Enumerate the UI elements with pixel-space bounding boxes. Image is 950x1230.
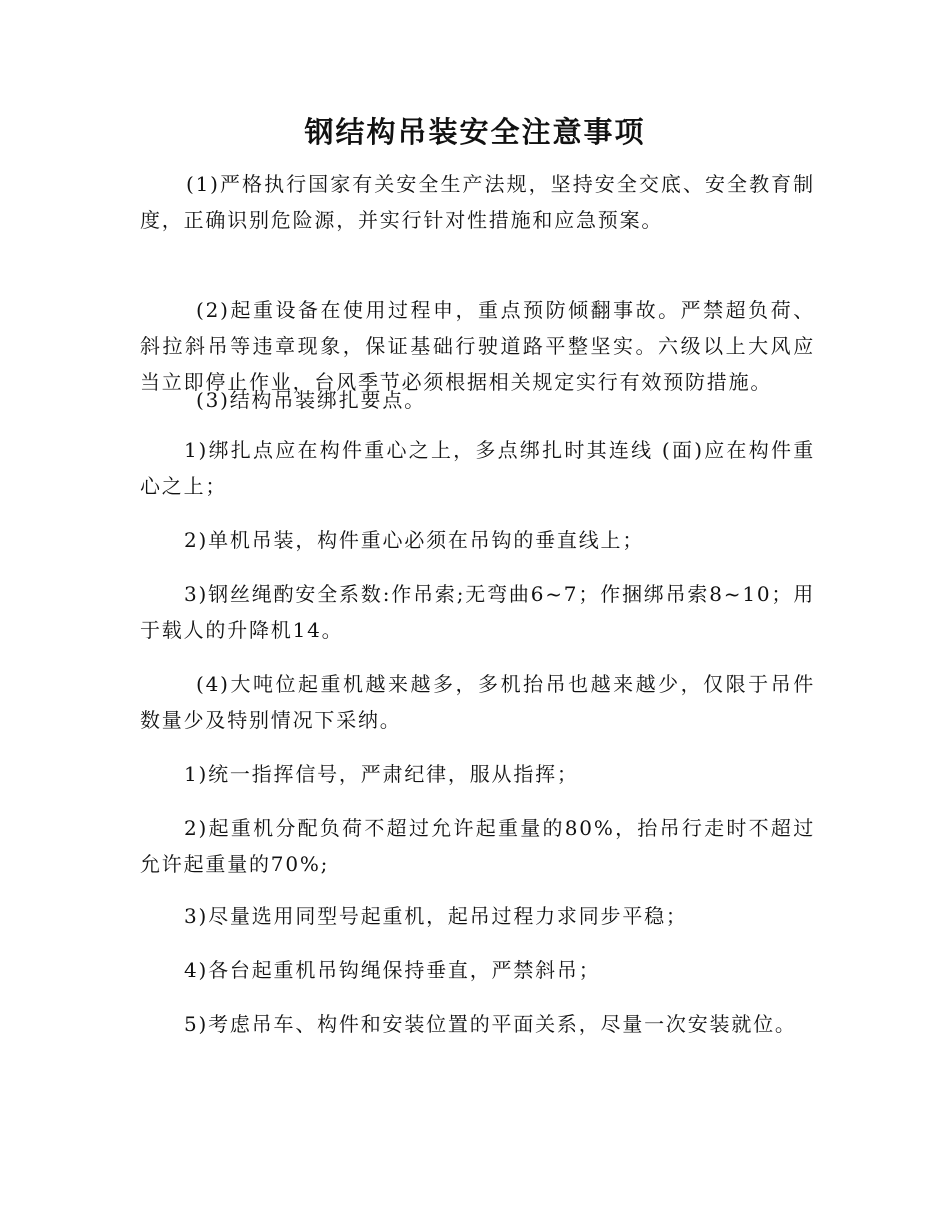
list-item-binding-point: 1)绑扎点应在构件重心之上，多点绑扎时其连线 (面)应在构件重心之上； — [140, 438, 815, 498]
list-item-same-model-cranes: 3)尽量选用同型号起重机，起吊过程力求同步平稳； — [184, 904, 688, 928]
paragraph-binding-points-heading: (3)结构吊装绑扎要点。 — [196, 388, 426, 412]
paragraph-lifting-equipment: (2)起重设备在使用过程申，重点预防倾翻事故。严禁超负荷、斜拉斜吊等违章现象，保证基础行驶道路平整坚实。六级以上大风应当立即停止作业，台风季节必须根据相关规定实行有效预防措施。 — [140, 298, 815, 394]
document-title: 钢结构吊装安全注意事项 — [304, 115, 646, 149]
list-item-wire-rope-safety-factor: 3)钢丝绳酌安全系数:作吊索;无弯曲6~7；作捆绑吊索8~10；用于载人的升降机14。 — [140, 582, 815, 642]
list-item-unified-command: 1)统一指挥信号，严肃纪律，服从指挥； — [184, 762, 579, 786]
list-item-load-distribution: 2)起重机分配负荷不超过允许起重量的80%，抬吊行走时不超过允许起重量的70%; — [140, 816, 815, 876]
list-item-single-crane: 2)单机吊装，构件重心必须在吊钩的垂直线上； — [184, 528, 645, 552]
list-item-one-time-installation: 5)考虑吊车、构件和安装位置的平面关系，尽量一次安装就位。 — [184, 1012, 797, 1036]
paragraph-safety-regulations: (1)严格执行国家有关安全生产法规，坚持安全交底、安全教育制度，正确识别危险源，并实行针对性措施和应急预案。 — [140, 172, 815, 232]
paragraph-multi-crane-lifting: (4)大吨位起重机越来越多，多机抬吊也越来越少，仅限于吊件数量少及特别情况下采纳。 — [140, 672, 815, 732]
list-item-vertical-hook-rope: 4)各台起重机吊钩绳保持垂直，严禁斜吊； — [184, 958, 601, 982]
